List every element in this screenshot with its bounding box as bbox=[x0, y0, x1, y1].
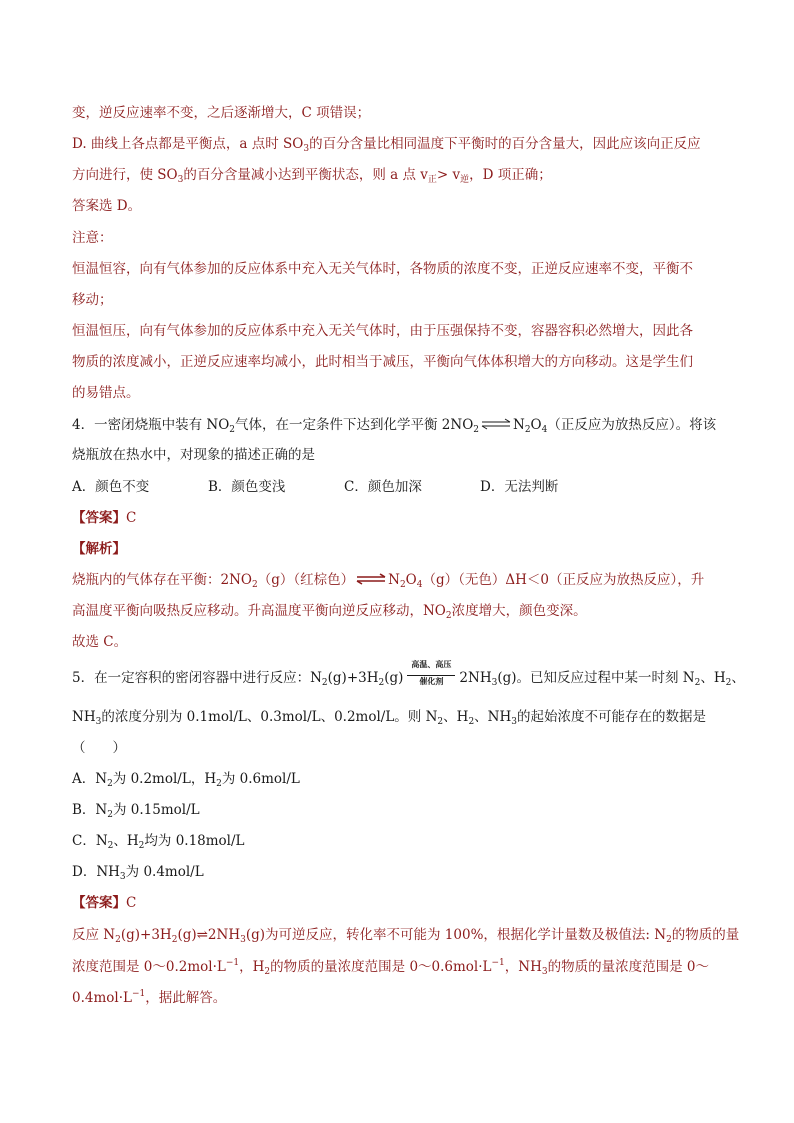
option-a: A．颜色不变 bbox=[72, 479, 150, 495]
question-4-stem: 4．一密闭烧瓶中装有 $NO_2$气体，在一定条件下达到化学平衡 $2NO_2$ $N_2O_4$（正反应为放热反应）。将该 bbox=[72, 417, 717, 435]
note-line: 移动； bbox=[72, 292, 113, 308]
option-b: B．$N_2$为 0.15mol/L bbox=[72, 802, 200, 820]
question-4-options bbox=[72, 477, 558, 497]
equilibrium-arrow-icon bbox=[481, 418, 511, 430]
question-5-answer: 【答案】C bbox=[72, 895, 137, 911]
option-d: D．无法判断 bbox=[480, 479, 559, 495]
note-line: 恒温恒压，向有气体参加的反应体系中充入无关气体时，由于压强保持不变，容器容积必然增大，因此各 bbox=[72, 323, 693, 339]
note-line: 的易错点。 bbox=[72, 385, 140, 401]
answer-line: 答案选 D。 bbox=[72, 198, 142, 214]
question-4-answer: 【答案】C bbox=[72, 510, 137, 526]
question-4-conclusion: 故选 C。 bbox=[72, 634, 128, 650]
option-a: A．$N_2$为 0.2mol/L，$H_2$为 0.6mol/L bbox=[72, 771, 300, 789]
reaction-condition-arrow: 高温、高压 催化剂 bbox=[405, 668, 457, 684]
explanation-line: 方向进行，使 $SO_3$的百分含量减小达到平衡状态，则 a 点 $v_正> v_逆$，D 项正确； bbox=[72, 167, 552, 185]
question-5-analysis: 反应 $N_2(g)+3H_2(g)\rightleftharpoons 2NH_3(g)$为可逆反应，转化率不可能为 100%，根据化学计量数及极值法: $N_2$的物质的量 bbox=[72, 927, 740, 945]
explanation-line-d: D. 曲线上各点都是平衡点，a 点时 $SO_3$的百分含量比相同温度下平衡时的百分含量大，因此应该向正反应 bbox=[72, 136, 701, 154]
equilibrium-arrow-icon bbox=[356, 573, 386, 585]
question-4-analysis: 高温度平衡向吸热反应移动。升高温度平衡向逆反应移动，$NO_2$浓度增大，颜色变深。 bbox=[72, 603, 587, 621]
question-5-stem: 5．在一定容积的密闭容器中进行反应：$N_2(g)+3H_2(g)$ 高温、高压 催化剂 $2NH_3(g)$。已知反应过程中某一时刻 $N_2$、$H_2$、 bbox=[72, 659, 745, 688]
note-line: 物质的浓度减小，正逆反应速率均减小，此时相当于减压，平衡向气体体积增大的方向移动。这是学生们 bbox=[72, 354, 693, 370]
option-c: C．颜色加深 bbox=[344, 479, 422, 495]
option-c: C．$N_2$、$H_2$均为 0.18mol/L bbox=[72, 833, 245, 851]
explanation-line: 变，逆反应速率不变，之后逐渐增大，C 项错误； bbox=[72, 105, 371, 121]
question-4-analysis-label: 【解析】 bbox=[72, 541, 126, 557]
option-b: B．颜色变浅 bbox=[208, 479, 286, 495]
option-d: D．$NH_3$为 0.4mol/L bbox=[72, 864, 204, 882]
question-5-blank: （ ） bbox=[72, 740, 126, 756]
question-5-stem: $NH_3$的浓度分别为 0.1mol/L、0.3mol/L、0.2mol/L。则 $N_2$、$H_2$、$NH_3$的起始浓度不可能存在的数据是 bbox=[72, 709, 706, 727]
note-line: 恒温恒容，向有气体参加的反应体系中充入无关气体时，各物质的浓度不变，正逆反应速率不变，平衡不 bbox=[72, 261, 693, 277]
question-5-analysis: $0.4mol\cdot L^{-1}$，据此解答。 bbox=[72, 989, 227, 1006]
question-4-stem: 烧瓶放在热水中，对现象的描述正确的是 bbox=[72, 447, 315, 463]
note-heading: 注意： bbox=[72, 230, 113, 246]
question-4-analysis: 烧瓶内的气体存在平衡：$2NO_2(g)$（红棕色） $N_2O_4(g)$（无色）ΔH＜0（正反应为放热反应），升 bbox=[72, 572, 705, 590]
question-5-analysis: 浓度范围是 $0\sim 0.2mol\cdot L^{-1}$，$H_2$的物质的量浓度范围是 $0\sim 0.6mol\cdot L^{-1}$，$NH_3$的物质的量浓度范围是 0～ bbox=[72, 958, 710, 977]
